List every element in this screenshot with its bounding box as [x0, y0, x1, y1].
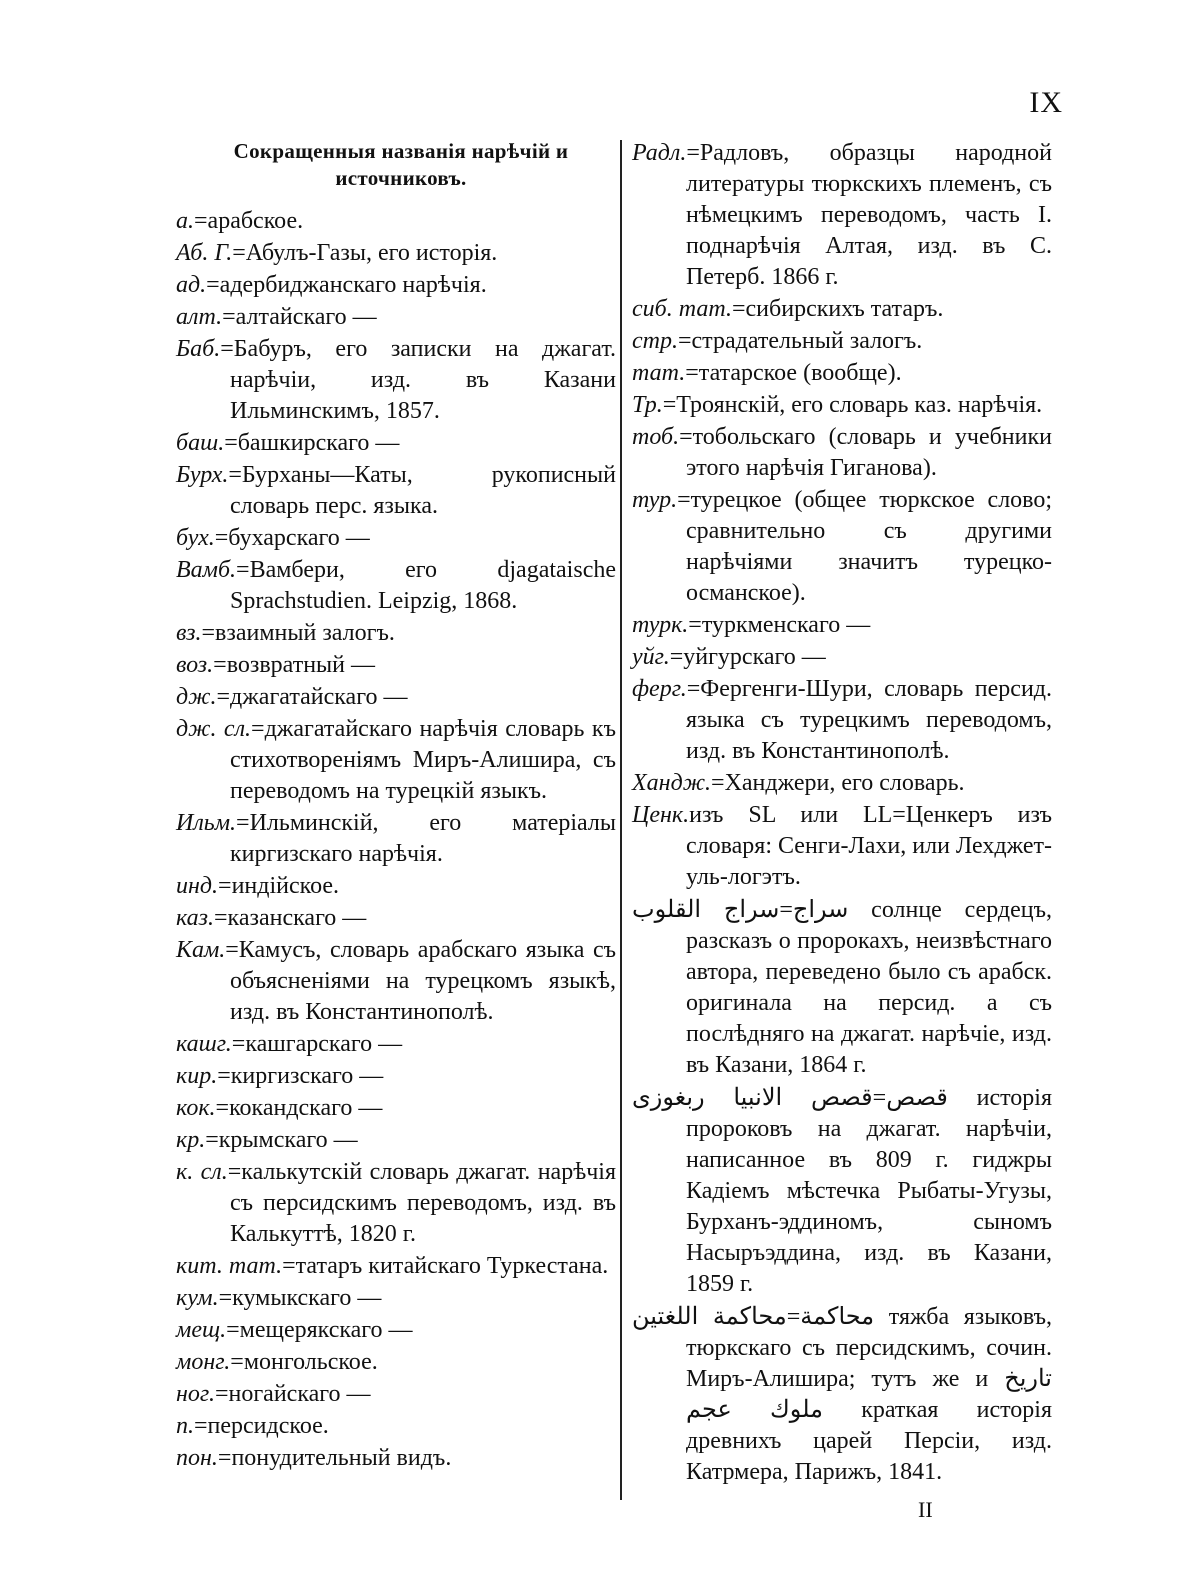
entry-abbreviation: баш. [176, 430, 225, 456]
entry-text: =джагатайскаго — [216, 684, 408, 710]
column-divider [620, 140, 622, 1500]
entry-text: =туркменскаго — [688, 612, 871, 638]
entry [632, 768, 1052, 799]
entry-text: =понудительный видъ. [217, 1445, 452, 1471]
entry-text: =Абулъ-Газы, его исторія. [232, 240, 498, 266]
entry-abbreviation: пон. [176, 1445, 218, 1471]
entry [632, 674, 1052, 767]
entry-abbreviation: инд. [176, 873, 219, 899]
entry-text: =سراج القلوب солнце сердецъ, разсказъ о пророкахъ, неизвѣстнаго автора, переведено было съ арабск. оригинала на персид. а съ послѣдняго на джагат. нарѣчіе, изд. въ Казани, 1864 г. [632, 897, 1052, 1078]
entry-text: =персидское. [194, 1413, 329, 1439]
entry-abbreviation: бух. [176, 525, 215, 551]
entry-abbreviation: кок. [176, 1095, 216, 1121]
entry [632, 642, 1052, 673]
entry-abbreviation: турк. [632, 612, 689, 638]
entry [176, 1029, 616, 1060]
entry-abbreviation: Баб. [176, 336, 221, 362]
entry [176, 1093, 616, 1124]
entry-abbreviation: тат. [632, 360, 686, 386]
entry-text: =قصص الانبیا ربغوزی исторія пророковъ на джагат. нарѣчіи, написанное въ 809 г. гиджры Кадіемъ мѣстечка Рыбаты-Угузы, Бурханъ-эддиномъ, сыномъ Насыръэддина, изд. въ Казани, 1859 г. [632, 1085, 1052, 1297]
entry [176, 1443, 616, 1474]
entry-abbreviation: Тр. [632, 392, 663, 418]
entry-text: =возвратный — [213, 652, 376, 678]
entry-text: =сибирскихъ татаръ. [731, 296, 944, 322]
entry-abbreviation: дж. сл. [176, 716, 252, 742]
entry [176, 334, 616, 427]
entry-abbreviation: Кам. [176, 937, 226, 963]
left-entry-list [176, 206, 616, 1474]
entry [176, 555, 616, 617]
right-entry-list [632, 138, 1052, 1488]
entry-abbreviation: тоб. [632, 424, 680, 450]
entry-abbreviation: Бурх. [176, 462, 229, 488]
entry [176, 935, 616, 1028]
entry-text: =кумыкскаго — [218, 1285, 382, 1311]
entry-abbreviation: Хандж. [632, 770, 712, 796]
entry-text: =кашгарскаго — [231, 1031, 403, 1057]
entry-text: =взаимный залогъ. [201, 620, 395, 646]
entry-text: =Бабуръ, его записки на джагат. нарѣчіи, изд. въ Казани Ильминскимъ, 1857. [220, 336, 616, 424]
entry [632, 138, 1052, 293]
entry [176, 206, 616, 237]
entry-text: =Ильминскій, его матеріалы киргизскаго нарѣчія. [230, 810, 616, 867]
entry [632, 390, 1052, 421]
entry-abbreviation: кашг. [176, 1031, 232, 1057]
entry-abbreviation: кр. [176, 1127, 206, 1153]
entry-text: =мещерякскаго — [226, 1317, 413, 1343]
entry-abbreviation: Ценк. [632, 802, 690, 828]
entry-text: =крымскаго — [205, 1127, 358, 1153]
entry [176, 1283, 616, 1314]
entry [632, 358, 1052, 389]
entry-text: =Троянскій, его словарь каз. нарѣчія. [662, 392, 1043, 418]
entry [176, 808, 616, 870]
entry-abbreviation: дж. [176, 684, 217, 710]
entry [632, 894, 1052, 1081]
entry [632, 326, 1052, 357]
entry [176, 871, 616, 902]
entry-text: =алтайскаго — [222, 304, 377, 330]
entry [176, 650, 616, 681]
entry [176, 714, 616, 807]
entry [176, 1347, 616, 1378]
entry-text: =калькутскій словарь джагат. нарѣчія съ персидскимъ переводомъ, изд. въ Калькуттѣ, 1820 г. [227, 1159, 616, 1247]
entry-abbreviation: сиб. тат. [632, 296, 732, 322]
entry-abbreviation: а. [176, 208, 194, 234]
entry [176, 1411, 616, 1442]
section-heading: Сокращенныя названія нарѣчій и источниковъ. [233, 139, 569, 190]
entry-abbreviation: вз. [176, 620, 202, 646]
entry-text: =киргизскаго — [217, 1063, 384, 1089]
entry-text: =Ханджери, его словарь. [711, 770, 965, 796]
entry-text: =казанскаго — [214, 905, 367, 931]
entry-text: =адербиджанскаго нарѣчія. [206, 272, 487, 298]
entry-abbreviation: уйг. [632, 644, 670, 670]
entry-text: =Вамбери, его djagataische Sprachstudien. Leipzig, 1868. [230, 557, 616, 614]
entry-abbreviation: к. сл. [176, 1159, 228, 1185]
entry [176, 428, 616, 459]
entry [176, 682, 616, 713]
entry-text: =индійское. [218, 873, 340, 899]
entry-text: =татарское (вообще). [685, 360, 902, 386]
entry-abbreviation: кир. [176, 1063, 218, 1089]
signature-mark: II [918, 1497, 933, 1522]
entry-abbreviation: Аб. Г. [176, 240, 233, 266]
entry [176, 523, 616, 554]
entry-abbreviation: سراج [792, 895, 849, 923]
entry-text: изъ SL или LL=Ценкеръ изъ словаря: Сенги-Лахи, или Лехджет-уль-логэтъ. [686, 802, 1052, 890]
entry-abbreviation: محاکمة [800, 1302, 875, 1330]
entry-abbreviation: тур. [632, 487, 678, 513]
entry-text: =Бурханы—Каты, рукописный словарь перс. языка. [228, 462, 616, 519]
entry-text: =кокандскаго — [215, 1095, 383, 1121]
page-number: IX [1029, 86, 1063, 119]
entry-text: =башкирскаго — [224, 430, 400, 456]
right-column [632, 138, 1052, 1489]
entry-abbreviation: алт. [176, 304, 223, 330]
entry-abbreviation: Ильм. [176, 810, 237, 836]
entry-abbreviation: каз. [176, 905, 214, 931]
entry-abbreviation: стр. [632, 328, 678, 354]
entry-text: =Камусъ, словарь арабскаго языка съ объясненіями на турецкомъ языкѣ, изд. въ Константинополѣ. [225, 937, 616, 1025]
entry-abbreviation: قصص [886, 1083, 948, 1111]
entry [632, 1301, 1052, 1488]
entry-text: =ногайскаго — [214, 1381, 371, 1407]
entry [176, 270, 616, 301]
entry [176, 1157, 616, 1250]
entry-abbreviation: монг. [176, 1349, 231, 1375]
entry-text: =محاکمة اللغتین тяжба языковъ, тюркскаго съ персидскимъ, сочин. Миръ-Алишира; тутъ же и تاریخ ملوك عجم краткая исторія древнихъ царей Персіи, изд. Катрмера, Парижъ, 1841. [632, 1304, 1053, 1485]
entry [632, 485, 1052, 609]
entry-text: =уйгурскаго — [669, 644, 826, 670]
entry [176, 618, 616, 649]
entry-text: =Радловъ, образцы народной литературы тюркскихъ племенъ, съ нѣмецкимъ переводомъ, часть I. поднарѣчія Алтая, изд. въ С. Петерб. 1866 г. [686, 140, 1052, 290]
entry-abbreviation: ад. [176, 272, 207, 298]
entry-text: =турецкое (общее тюркское слово; сравнительно съ другими нарѣчіями значитъ турецко-османское). [677, 487, 1052, 606]
entry [632, 1082, 1052, 1300]
entry-abbreviation: воз. [176, 652, 214, 678]
entry-abbreviation: кум. [176, 1285, 219, 1311]
entry-abbreviation: Радл. [632, 140, 687, 166]
entry [632, 800, 1052, 893]
entry [176, 460, 616, 522]
entry-text: =страдательный залогъ. [677, 328, 923, 354]
entry [176, 1125, 616, 1156]
entry-text: =бухарскаго — [214, 525, 370, 551]
entry-abbreviation: Вамб. [176, 557, 237, 583]
entry [632, 294, 1052, 325]
entry [176, 1315, 616, 1346]
entry [176, 1379, 616, 1410]
entry-abbreviation: мещ. [176, 1317, 227, 1343]
entry-abbreviation: кит. тат. [176, 1253, 283, 1279]
left-column [176, 138, 616, 1475]
entry [176, 238, 616, 269]
entry [176, 302, 616, 333]
entry-abbreviation: п. [176, 1413, 194, 1439]
entry-text: =джагатайскаго нарѣчія словарь къ стихотвореніямъ Миръ-Алишира, съ переводомъ на турецкій языкъ. [230, 716, 616, 804]
entry-text: =татаръ китайскаго Туркестана. [282, 1253, 609, 1279]
entry-text: =Фергенги-Шури, словарь персид. языка съ турецкимъ переводомъ, изд. въ Константинополѣ. [686, 676, 1052, 764]
entry-text: =тобольскаго (словарь и учебники этого нарѣчія Гиганова). [679, 424, 1052, 481]
entry-text: =арабское. [194, 208, 304, 234]
entry [176, 903, 616, 934]
entry [176, 1251, 616, 1282]
entry-abbreviation: ног. [176, 1381, 215, 1407]
entry [176, 1061, 616, 1092]
entry [632, 422, 1052, 484]
entry [632, 610, 1052, 641]
entry-abbreviation: ферг. [632, 676, 687, 702]
entry-text: =монгольское. [230, 1349, 378, 1375]
